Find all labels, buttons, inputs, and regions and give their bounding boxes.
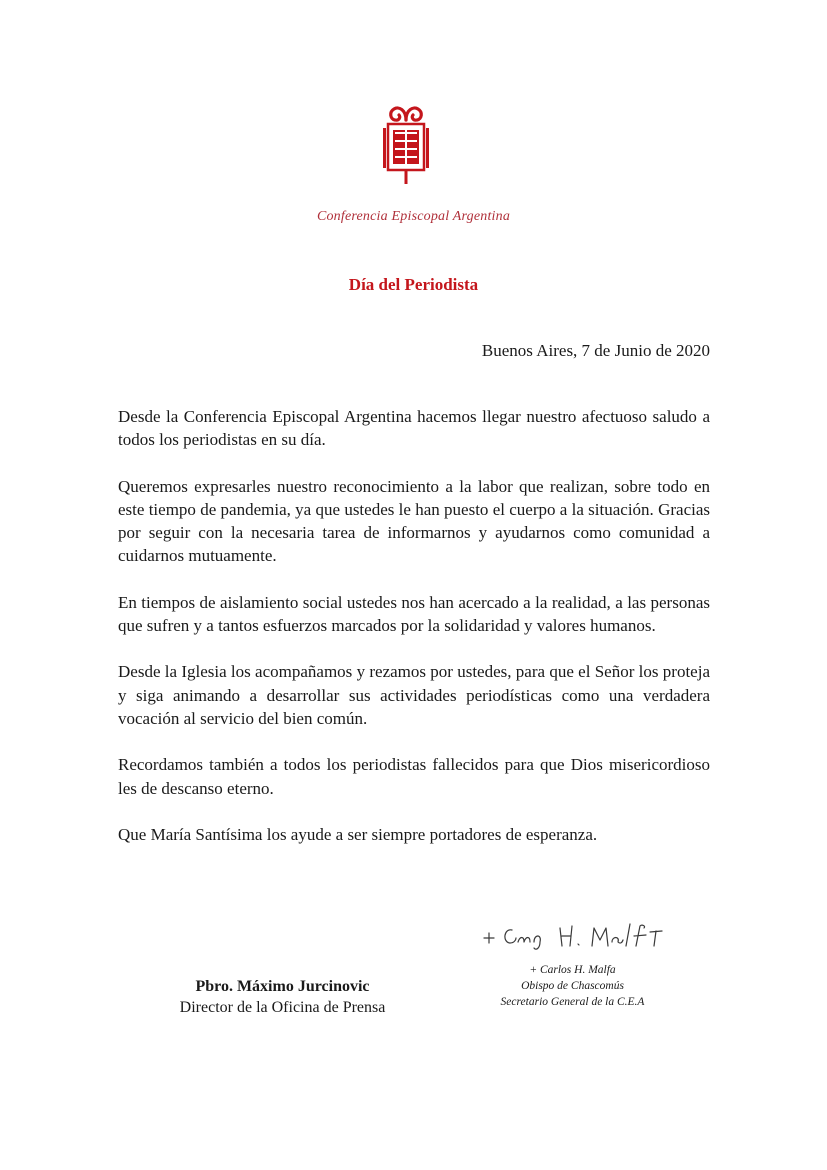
logo-text [0,0,1,1]
paragraph-6: Que María Santísima los ayude a ser siempre portadores de esperanza. [118,824,598,844]
handwritten-signature-text [0,0,1,1]
document-title: Día del Periodista [348,275,479,294]
signer-role-right-1: Obispo de Chascomús [521,980,624,992]
signer-role-left: Director de la Oficina de Prensa [179,999,386,1016]
paragraph-1: Desde la Conferencia Episcopal Argentina hacemos llegar nuestro afectuoso saludo a todos los periodistas en su día. [118,407,710,450]
handwritten-signature [480,918,675,952]
signature-block-right [480,962,665,1010]
signer-name-left: Pbro. Máximo Jurcinovic [195,978,370,995]
cea-logo-icon [375,100,437,185]
paragraph-2: Queremos expresarles nuestro reconocimiento a la labor que realizan, sobre todo en este tiempo de pandemia, ya que ustedes le han puesto el cuerpo a la situación. Gracias por seguir con la necesaria tarea de informarnos y ayudarnos como comunidad a cuidarnos mutuamente. [118,476,710,566]
paragraph-5: Recordamos también a todos los periodistas fallecidos para que Dios misericordioso les de descanso eterno. [118,755,710,798]
signer-name-right: + Carlos H. Malfa [529,964,616,976]
date-line: Buenos Aires, 7 de Junio de 2020 [481,341,710,360]
letter-body [118,405,710,869]
paragraph-4: Desde la Iglesia los acompañamos y rezamos por ustedes, para que el Señor los proteja y siga animando a desarrollar sus actividades periodísticas como una verdadera vocación al servicio del bien común. [118,662,710,728]
signature-block-left [150,976,415,1018]
paragraph-3: En tiempos de aislamiento social ustedes nos han acercado a la realidad, a las personas que sufren y a tantos esfuerzos marcados por la solidaridad y valores humanos. [118,592,710,636]
signer-role-right-2: Secretario General de la C.E.A [500,996,645,1008]
organization-name: Conferencia Episcopal Argentina [316,209,511,224]
